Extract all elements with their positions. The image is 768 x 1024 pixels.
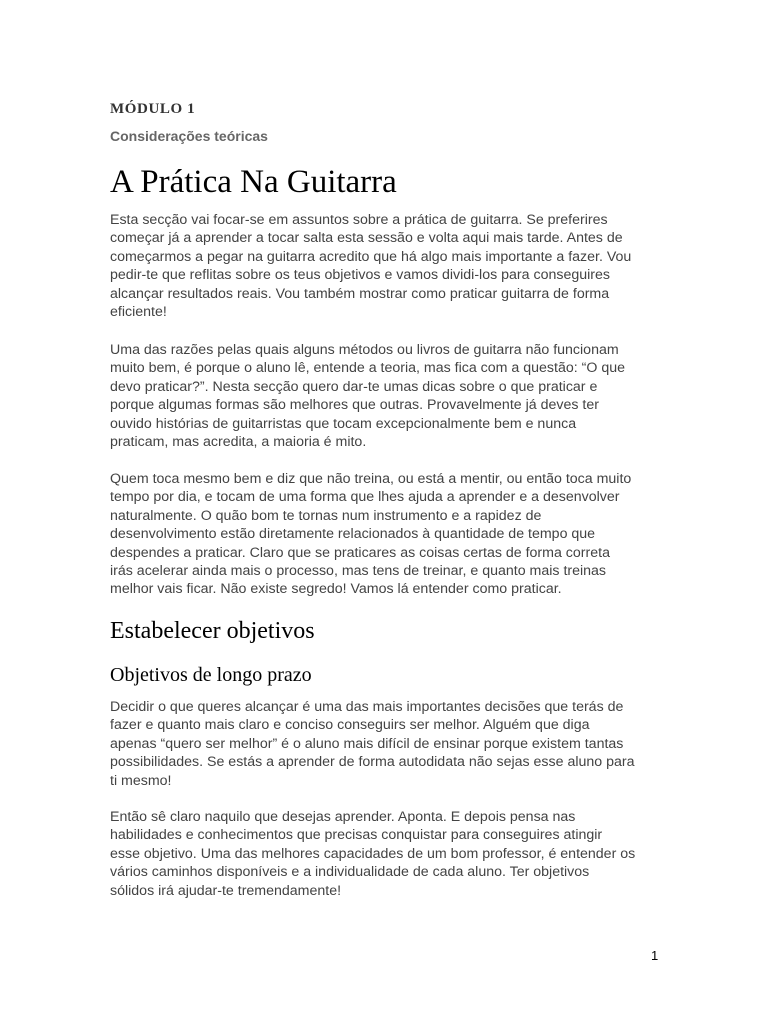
- text-line: eficiente!: [110, 304, 167, 321]
- text-line: Esta secção vai focar-se em assuntos sobre a prática de guitarra. Se preferires: [110, 212, 608, 228]
- text-line: desenvolvimento estão diretamente relacionados à quantidade de tempo que: [110, 526, 596, 543]
- text-line: muito bem, é porque o aluno lê, entende a teoria, mas fica com a questão: “O que: [110, 360, 625, 377]
- module-label: MÓDULO 1: [110, 101, 196, 117]
- body-paragraph: [110, 341, 662, 451]
- text-line: habilidades e conhecimentos que precisas conquistar para conseguires atingir: [110, 827, 603, 844]
- text-line: sólidos irá ajudar-te tremendamente!: [110, 882, 342, 899]
- text-line: Quem toca mesmo bem e diz que não treina, ou está a mentir, ou então toca muito: [110, 471, 632, 487]
- text-line: melhor vais ficar. Não existe segredo! Vamos lá entender como praticar.: [110, 581, 562, 598]
- body-paragraph: [110, 698, 662, 790]
- text-line: fazer e quanto mais claro e conciso conseguirs ser melhor. Alguém que diga: [110, 717, 590, 734]
- text-line: Uma das razões pelas quais alguns métodos ou livros de guitarra não funcionam: [110, 342, 619, 358]
- page-number: 1: [651, 948, 659, 963]
- text-line: Decidir o que queres alcançar é uma das mais importantes decisões que terás de: [110, 699, 624, 715]
- text-line: Então sê claro naquilo que desejas aprender. Aponta. E depois pensa nas: [110, 809, 576, 825]
- text-line: ti mesmo!: [110, 772, 172, 789]
- page-title: A Prática Na Guitarra: [110, 164, 397, 200]
- text-line: começarmos a pegar na guitarra acredito que há algo mais importante a fazer. Vou: [110, 248, 632, 265]
- section-heading: Estabelecer objetivos: [110, 618, 315, 644]
- text-line: esse objetivo. Uma das melhores capacidades de um bom professor, é entender os: [110, 845, 636, 862]
- text-line: possibilidades. Se estás a aprender de forma autodidata não sejas esse aluno para: [110, 754, 635, 771]
- text-line: despendes a praticar. Claro que se praticares as coisas certas de forma correta: [110, 544, 610, 561]
- text-line: devo praticar?”. Nesta secção quero dar-te umas dicas sobre o que praticar e: [110, 378, 598, 395]
- text-line: pedir-te que reflitas sobre os teus objetivos e vamos dividi-los para conseguires: [110, 267, 610, 284]
- text-line: tempo por dia, e tocam de uma forma que lhes ajuda a aprender e a desenvolver: [110, 489, 620, 506]
- body-paragraph: [110, 470, 662, 599]
- section-subheading: Objetivos de longo prazo: [110, 664, 312, 686]
- text-line: vários caminhos disponíveis e a individualidade de cada aluno. Ter objetivos: [110, 864, 590, 881]
- page-subtitle: Considerações teóricas: [110, 128, 268, 144]
- text-line: apenas “quero ser melhor” é o aluno mais difícil de ensinar porque existem tantas: [110, 735, 624, 752]
- body-paragraph: [110, 211, 662, 321]
- text-line: naturalmente. O quão bom te tornas num instrumento e a rapidez de: [110, 507, 542, 524]
- text-line: começar já a aprender a tocar salta esta sessão e volta aqui mais tarde. Antes de: [110, 230, 623, 247]
- body-paragraph: [110, 808, 662, 900]
- text-line: praticam, mas acredita, a maioria é mito.: [110, 434, 367, 451]
- text-line: irás acelerar ainda mais o processo, mas tens de treinar, e quanto mais treinas: [110, 563, 607, 580]
- text-line: alcançar resultados reais. Vou também mostrar como praticar guitarra de forma: [110, 285, 610, 302]
- text-line: porque algumas formas são melhores que outras. Provavelmente já deves ter: [110, 397, 599, 414]
- text-line: ouvido histórias de guitarristas que tocam excepcionalmente bem e nunca: [110, 415, 577, 432]
